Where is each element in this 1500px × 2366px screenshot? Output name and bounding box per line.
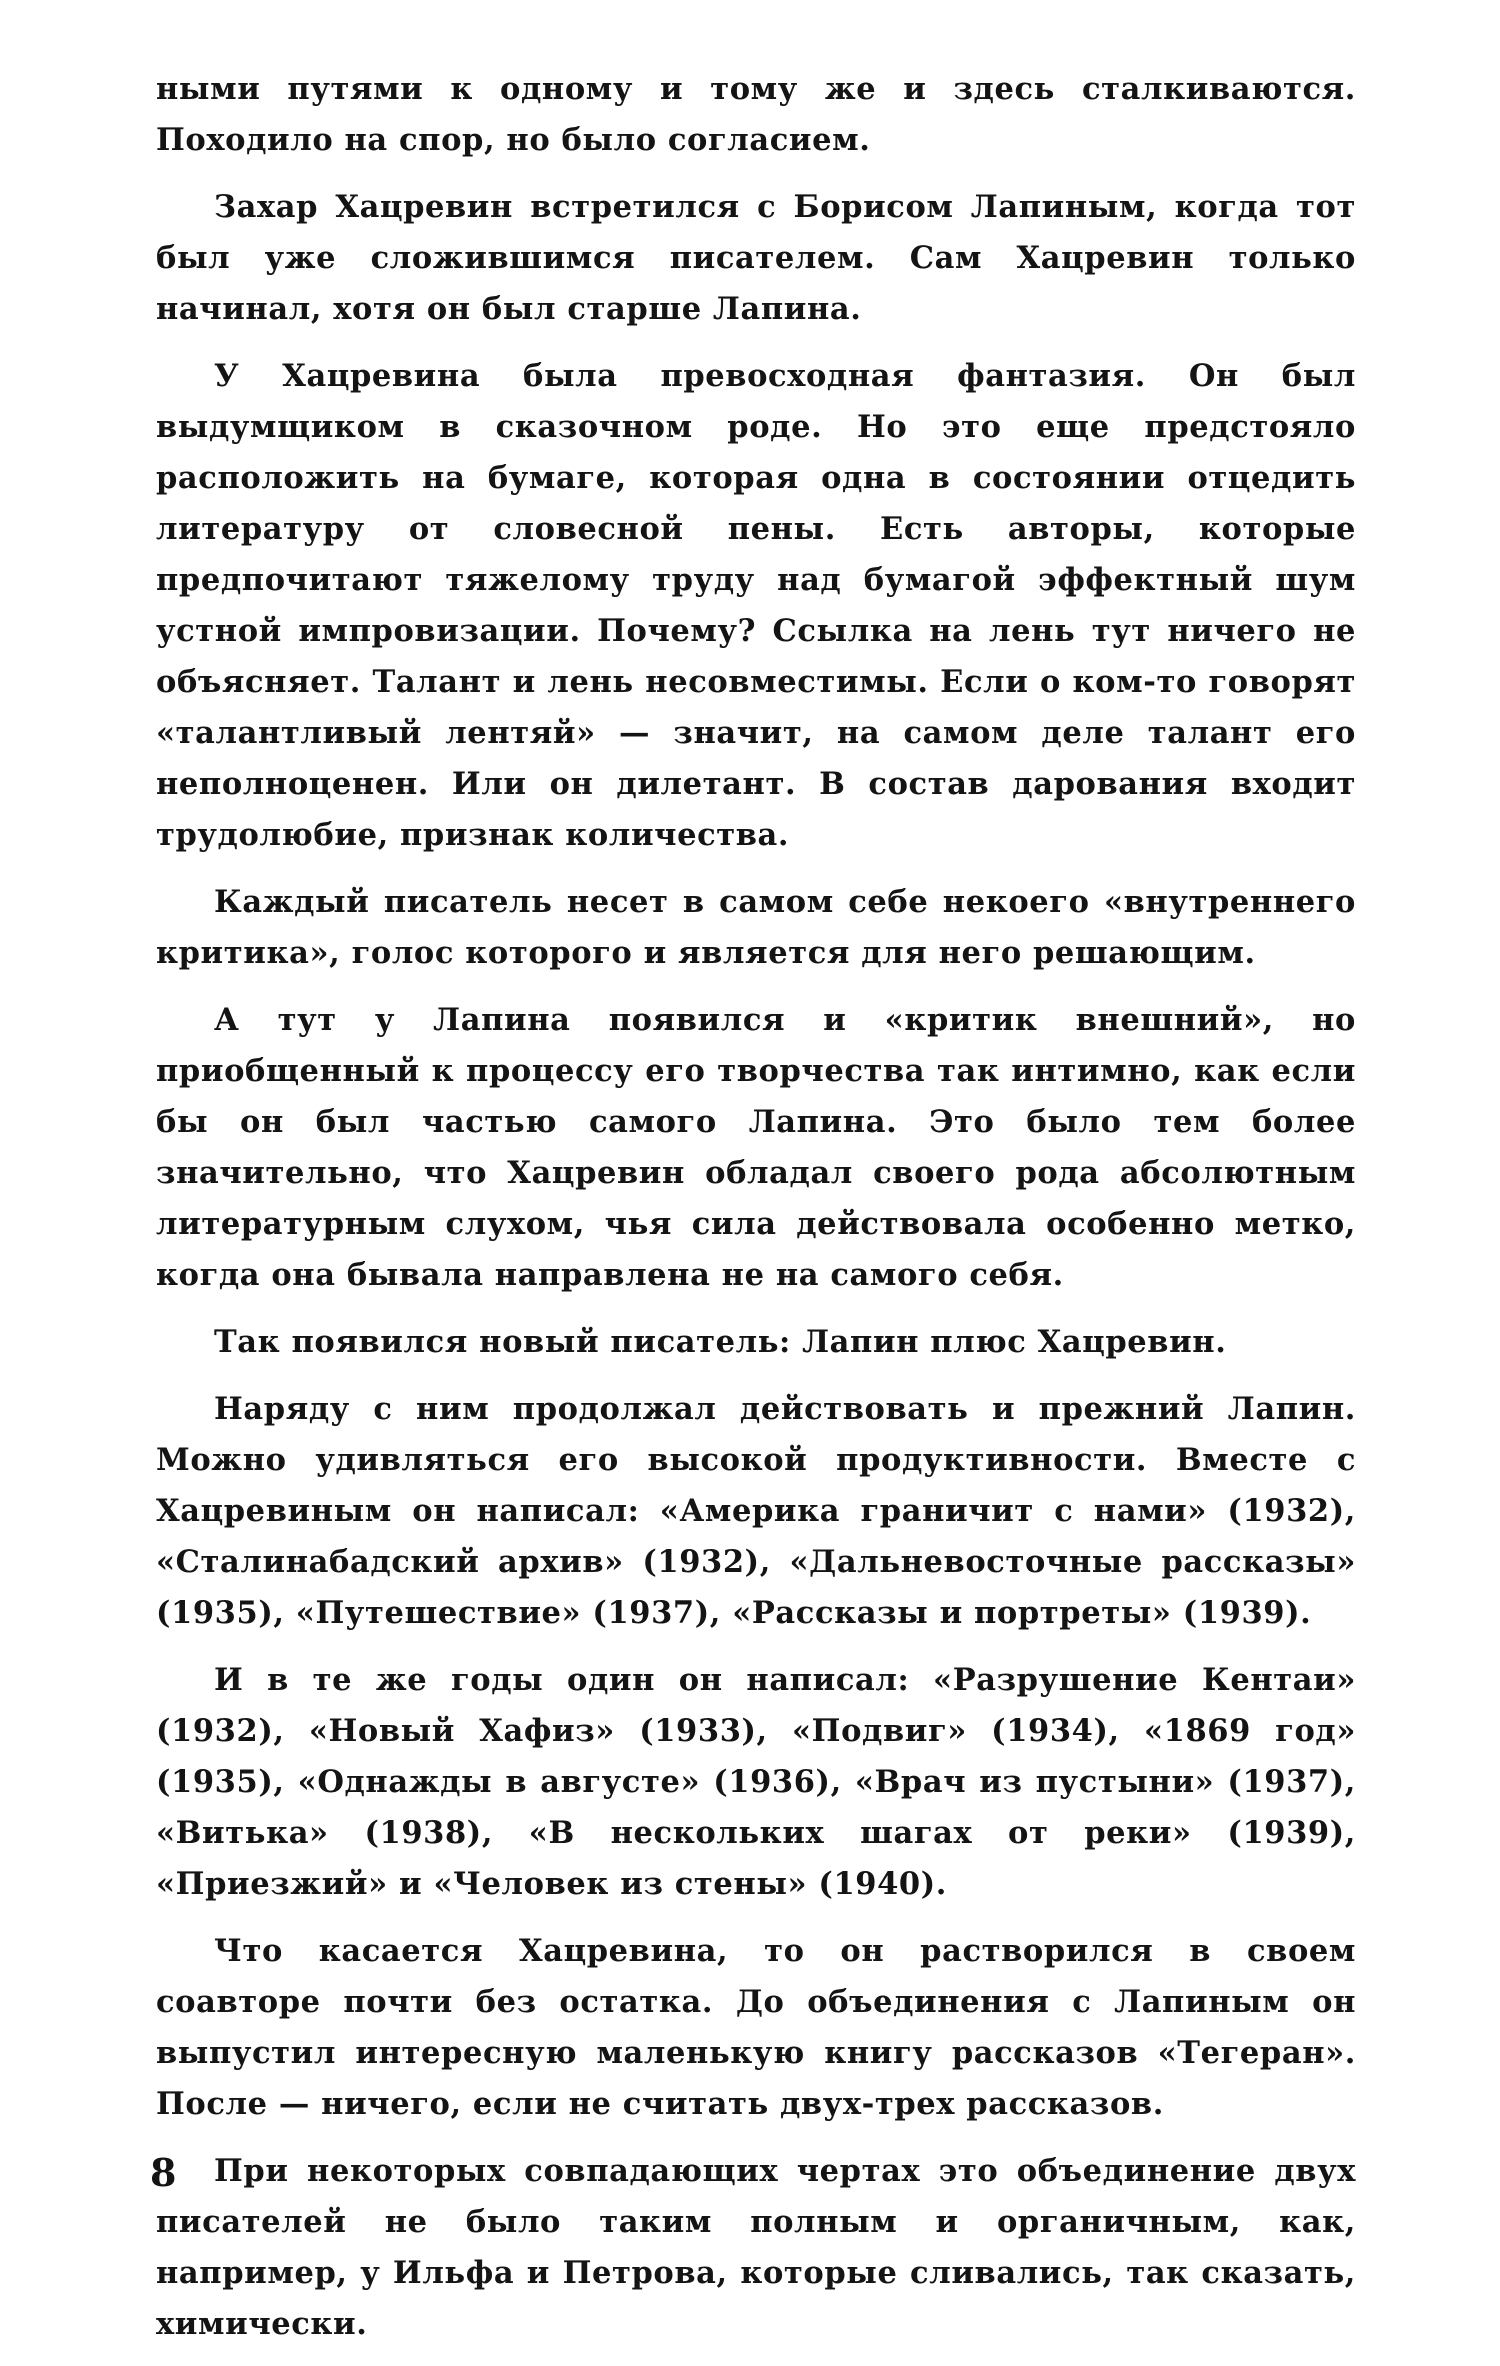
paragraph: У Хацревина была превосходная фантазия. Он был выдумщиком в сказочном роде. Но это еще предстояло расположить на бумаге, которая одна в состоянии отцедить литературу от словесной пены. Есть авторы, которые предпочитают тяжелому труду над бумагой эффектный шум устной импровизации. Почему? Ссылка на лень тут ничего не объясняет. Талант и лень несовместимы. Если о ком-то говорят «талантливый лентяй» — значит, на самом деле талант его неполноценен. Или он дилетант. В состав дарования входит трудолюбие, признак количества. [156, 358, 1356, 853]
paragraph: И в те же годы один он написал: «Разрушение Кентаи» (1932), «Новый Хафиз» (1933), «Подвиг» (1934), «1869 год» (1935), «Однажды в августе» (1936), «Врач из пустыни» (1937), «Витька» (1938), «В нескольких шагах от реки» (1939), «Приезжий» и «Человек из стены» (1940). [156, 1662, 1356, 1902]
paragraph: Что касается Хацревина, то он растворился в своем соавторе почти без остатка. До объединения с Лапиным он выпустил интересную маленькую книгу рассказов «Тегеран». После — ничего, если не считать двух-трех рассказов. [156, 1933, 1356, 2122]
paragraph-continuation: ными путями к одному и тому же и здесь сталкиваются. Походило на спор, но было согласием. [156, 71, 1356, 158]
paragraph: Так появился новый писатель: Лапин плюс Хацревин. [214, 1324, 1227, 1360]
page-number: 8 [150, 2150, 177, 2195]
paragraph: При некоторых совпадающих чертах это объединение двух писателей не было таким полным и органичным, как, например, у Ильфа и Петрова, которые сливались, так сказать, химически. [156, 2153, 1356, 2342]
body-text [156, 64, 1356, 2366]
paragraph: Захар Хацревин встретился с Борисом Лапиным, когда тот был уже сложившимся писателем. Сам Хацревин только начинал, хотя он был старше Лапина. [156, 189, 1356, 327]
paragraph: Каждый писатель несет в самом себе некоего «внутреннего критика», голос которого и является для него решающим. [156, 884, 1356, 971]
paragraph: А тут у Лапина появился и «критик внешний», но приобщенный к процессу его творчества так интимно, как если бы он был частью самого Лапина. Это было тем более значительно, что Хацревин обладал своего рода абсолютным литературным слухом, чья сила действовала особенно метко, когда она бывала направлена не на самого себя. [156, 1002, 1356, 1293]
paragraph: Наряду с ним продолжал действовать и прежний Лапин. Можно удивляться его высокой продуктивности. Вместе с Хацревиным он написал: «Америка граничит с нами» (1932), «Сталинабадский архив» (1932), «Дальневосточные рассказы» (1935), «Путешествие» (1937), «Рассказы и портреты» (1939). [156, 1391, 1356, 1631]
